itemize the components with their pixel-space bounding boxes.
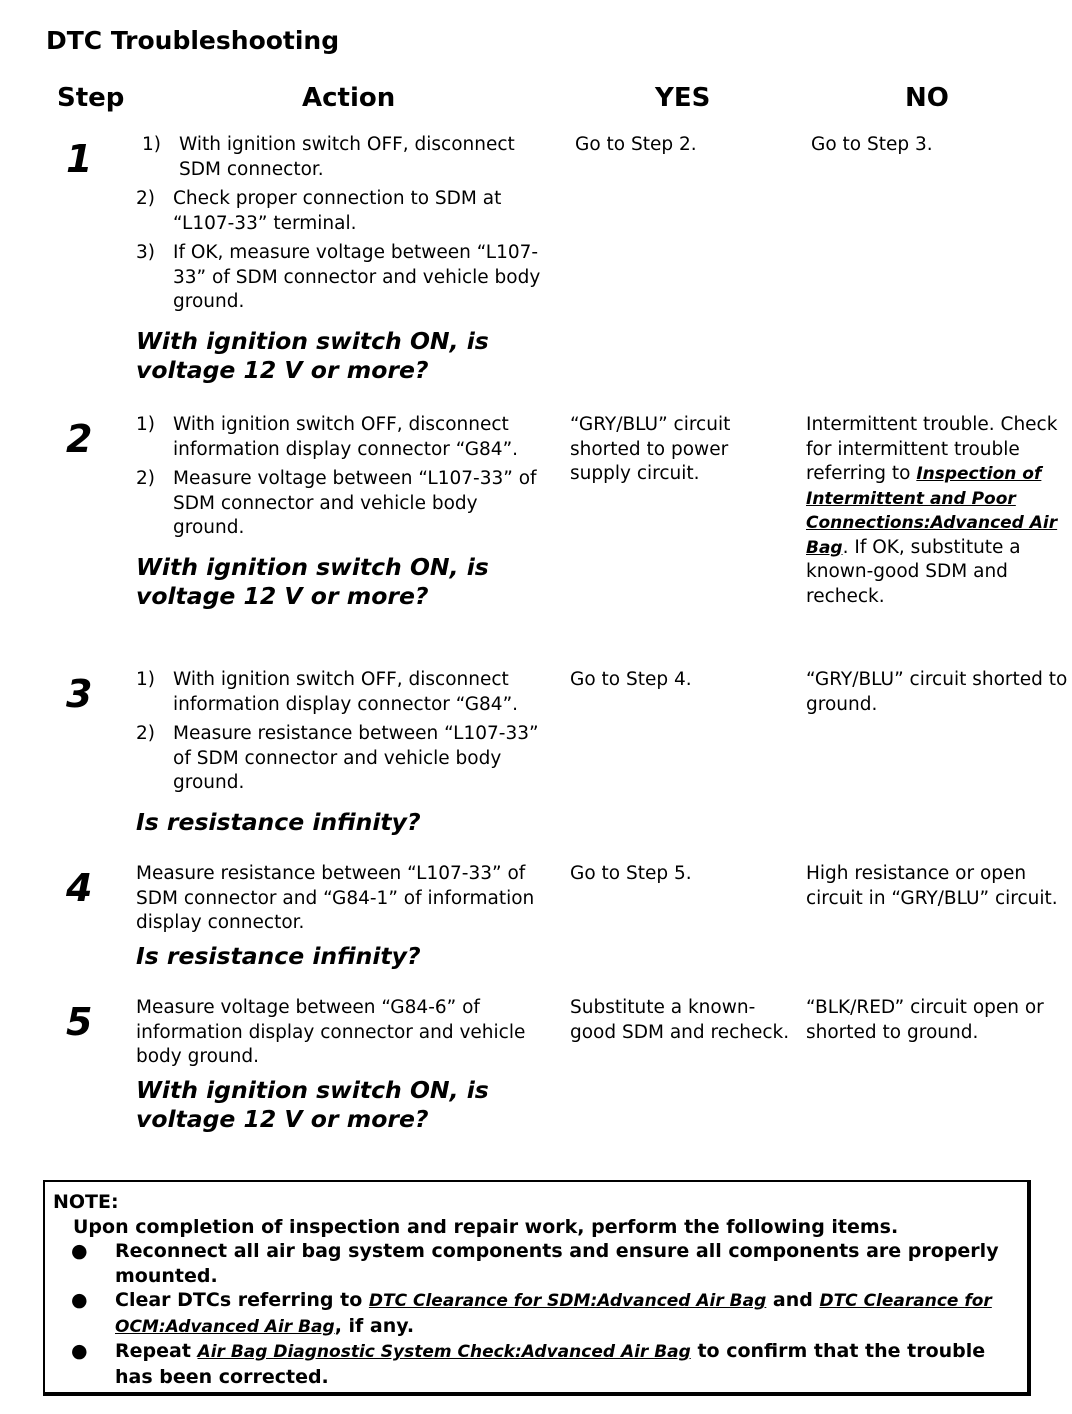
step-yes: Go to Step 5. xyxy=(570,863,692,884)
step-no: High resistance or open circuit in “GRY/BLU” circuit. xyxy=(806,863,1058,909)
item-number: 1) xyxy=(136,669,155,690)
step-text: Measure voltage between “G84-6” of information display connector and vehicle body ground. xyxy=(136,997,526,1067)
header-step: Step xyxy=(57,83,125,113)
note-text: and xyxy=(766,1289,820,1311)
item-text: Measure resistance between “L107-33” of SDM connector and vehicle body ground. xyxy=(173,723,539,793)
step-action xyxy=(136,413,546,611)
step-number: 3 xyxy=(66,672,93,716)
step-no xyxy=(806,413,1072,609)
item-number: 2) xyxy=(136,188,155,209)
step-number: 4 xyxy=(66,866,93,910)
step-yes: Substitute a known-good SDM and recheck. xyxy=(570,997,790,1043)
step-number: 1 xyxy=(66,137,93,181)
bullet-icon: ● xyxy=(71,1340,88,1362)
note-box xyxy=(43,1180,1031,1396)
note-item xyxy=(65,1288,1025,1339)
item-text: Check proper connection to SDM at “L107-33” terminal. xyxy=(173,188,502,234)
step-action xyxy=(136,862,546,971)
step-yes: Go to Step 2. xyxy=(575,134,697,155)
note-item xyxy=(65,1239,1025,1288)
step-yes: “GRY/BLU” circuit shorted to power supply circuit. xyxy=(570,414,731,484)
item-text: With ignition switch OFF, disconnect SDM connector. xyxy=(179,134,515,180)
step-action xyxy=(136,133,546,385)
item-number: 2) xyxy=(136,468,155,489)
header-no: NO xyxy=(905,83,949,113)
item-text: With ignition switch OFF, disconnect information display connector “G84”. xyxy=(173,414,519,460)
header-yes: YES xyxy=(655,83,711,113)
step-question: Is resistance infinity? xyxy=(136,941,421,970)
step-no: “GRY/BLU” circuit shorted to ground. xyxy=(806,669,1068,715)
item-text: With ignition switch OFF, disconnect information display connector “G84”. xyxy=(173,669,519,715)
bullet-icon: ● xyxy=(71,1240,88,1262)
step-number: 5 xyxy=(66,1000,93,1044)
step-action xyxy=(136,996,546,1134)
item-number: 3) xyxy=(136,242,155,263)
diagnostic-system-check-link[interactable]: Air Bag Diagnostic System Check:Advanced Air Bag xyxy=(197,1342,691,1362)
note-text: Clear DTCs referring to xyxy=(115,1289,369,1311)
item-number: 1) xyxy=(136,414,155,435)
item-number: 2) xyxy=(136,723,155,744)
step-no: Go to Step 3. xyxy=(811,134,933,155)
step-yes: Go to Step 4. xyxy=(570,669,692,690)
dtc-clearance-ocm-link[interactable]: DTC Clearance for OCM:Advanced Air Bag xyxy=(115,1291,992,1337)
note-text: to confirm that the trouble has been corrected. xyxy=(115,1340,986,1388)
note-list xyxy=(65,1239,1025,1389)
item-number: 1) xyxy=(142,134,161,155)
inspection-intermittent-link[interactable]: Inspection of Intermittent and Poor Connections:Advanced Air Bag xyxy=(806,464,1058,558)
step-no: “BLK/RED” circuit open or shorted to ground. xyxy=(806,997,1044,1043)
step-question: Is resistance infinity? xyxy=(136,807,421,836)
step-question: With ignition switch ON, is voltage 12 V or more? xyxy=(136,552,489,610)
item-text: If OK, measure voltage between “L107-33” of SDM connector and vehicle body ground. xyxy=(173,242,541,312)
note-text: Reconnect all air bag system components and ensure all components are properly mounted. xyxy=(115,1240,999,1287)
no-text: Intermittent trouble. Check for intermittent trouble referring to xyxy=(806,414,1058,484)
note-heading: NOTE: xyxy=(53,1191,119,1213)
step-question: With ignition switch ON, is voltage 12 V or more? xyxy=(136,326,489,384)
note-text: Repeat xyxy=(115,1340,198,1362)
note-text: , if any. xyxy=(334,1314,415,1337)
note-item xyxy=(65,1339,1025,1389)
step-action xyxy=(136,668,546,837)
bullet-icon: ● xyxy=(71,1289,88,1311)
step-number: 2 xyxy=(66,417,93,461)
step-text: Measure resistance between “L107-33” of SDM connector and “G84-1” of information display connector. xyxy=(136,863,535,933)
page-title: DTC Troubleshooting xyxy=(46,26,340,55)
item-text: Measure voltage between “L107-33” of SDM connector and vehicle body ground. xyxy=(173,468,537,538)
note-intro: Upon completion of inspection and repair work, perform the following items. xyxy=(73,1216,899,1238)
step-question: With ignition switch ON, is voltage 12 V or more? xyxy=(136,1075,489,1133)
no-text: . If OK, substitute a known-good SDM and recheck. xyxy=(806,536,1021,607)
dtc-clearance-sdm-link[interactable]: DTC Clearance for SDM:Advanced Air Bag xyxy=(368,1291,767,1311)
header-action: Action xyxy=(302,83,396,113)
